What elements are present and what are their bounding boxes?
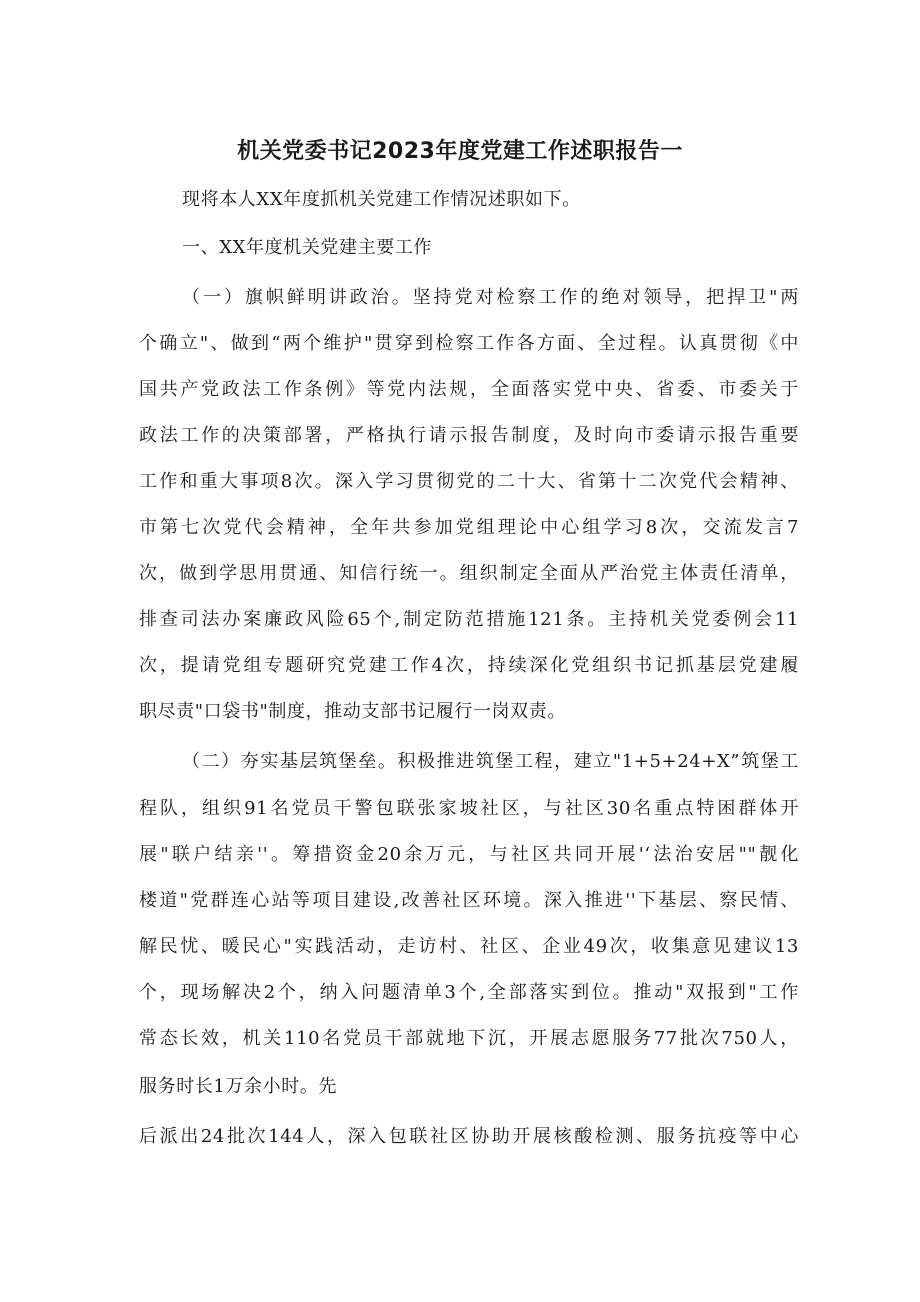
paragraph-1-line: 次，提请党组专题研究党建工作4次，持续深化党组织书记抓基层党建履 (139, 655, 799, 676)
intro-line: 现将本人XX年度抓机关党建工作情况述职如下。 (182, 189, 581, 210)
paragraph-1-line: 职尽责"口袋书"制度，推动支部书记履行一岗双责。 (139, 701, 566, 722)
paragraph-1-line: （一）旗帜鲜明讲政治。坚持党对检察工作的绝对领导，把捍卫"两 (182, 287, 799, 308)
paragraph-2-line: 楼道"党群连心站等项目建设,改善社区环境。深入推进''下基层、察民情、 (139, 890, 799, 911)
paragraph-2-line: 个，现场解决2个，纳入问题清单3个,全部落实到位。推动"双报到"工作 (139, 982, 799, 1003)
paragraph-1-line: 工作和重大事项8次。深入学习贯彻党的二十大、省第十二次党代会精神、 (139, 471, 799, 492)
document-title: 机关党委书记2023年度党建工作述职报告一 (237, 139, 683, 164)
paragraph-2-line: 常态长效，机关110名党员干部就地下沉，开展志愿服务77批次750人， (139, 1028, 799, 1049)
paragraph-1-line: 市第七次党代会精神，全年共参加党组理论中心组学习8次，交流发言7 (139, 517, 799, 538)
paragraph-1-line: 排查司法办案廉政风险65个,制定防范措施121条。主持机关党委例会11 (139, 609, 799, 630)
paragraph-2-line: 程队，组织91名党员干警包联张家坡社区，与社区30名重点特困群体开 (139, 798, 799, 819)
continuation-line: 后派出24批次144人，深入包联社区协助开展核酸检测、服务抗疫等中心 (139, 1126, 799, 1147)
paragraph-2-line: （二）夯实基层筑堡垒。积极推进筑堡工程，建立"1+5+24+X”筑堡工 (182, 751, 799, 772)
paragraph-1-line: 个确立"、做到“两个维护"贯穿到检察工作各方面、全过程。认真贯彻《中 (139, 333, 799, 354)
section-heading: 一、XX年度机关党建主要工作 (182, 237, 433, 258)
paragraph-1-line: 政法工作的决策部署，严格执行请示报告制度，及时向市委请示报告重要 (139, 425, 799, 446)
paragraph-2-line: 解民忧、暖民心"实践活动，走访村、社区、企业49次，收集意见建议13 (139, 936, 799, 957)
paragraph-2-line: 展"联户结亲''。筹措资金20余万元，与社区共同开展'‘法治安居""靓化 (139, 844, 799, 865)
paragraph-1-line: 次，做到学思用贯通、知信行统一。组织制定全面从严治党主体责任清单， (139, 563, 799, 584)
paragraph-2-line: 服务时长1万余小时。先 (139, 1076, 338, 1097)
paragraph-1-line: 国共产党政法工作条例》等党内法规，全面落实党中央、省委、市委关于 (139, 379, 799, 400)
